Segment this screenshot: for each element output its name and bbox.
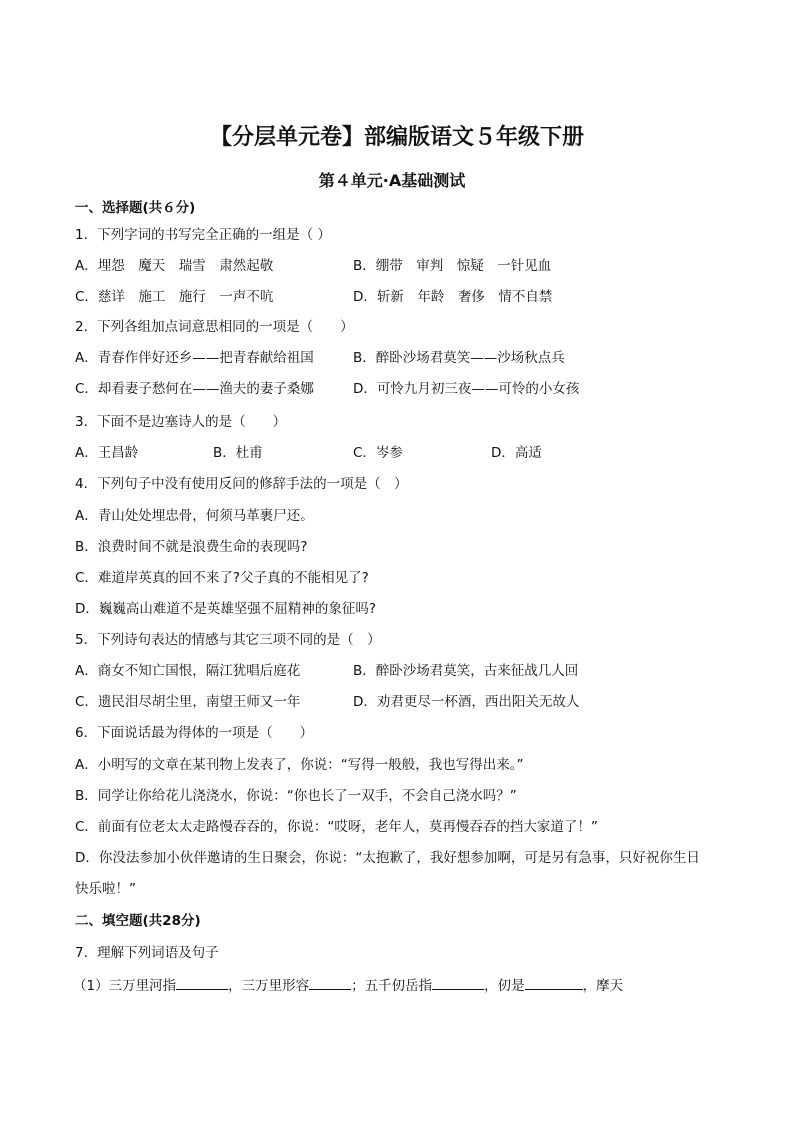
question-5-stem: 5．下列诗句表达的情感与其它三项不同的是（ ） <box>75 632 381 648</box>
q3-option-c: C．岑参 <box>353 445 403 461</box>
q7-text: ；五千仞岳指 <box>351 978 433 994</box>
q2-option-c: C．却看妻子愁何在——渔夫的妻子桑娜 <box>75 381 314 397</box>
q7-text: ，摩天 <box>582 978 624 994</box>
answer-blank[interactable] <box>309 975 351 990</box>
q5-option-d: D．劝君更尽一杯酒，西出阳关无故人 <box>353 694 580 710</box>
q2-option-b: B．醉卧沙场君莫笑——沙场秋点兵 <box>353 350 565 366</box>
document-title <box>0 120 794 151</box>
q7-part-1 <box>73 975 623 995</box>
q6-option-a: A．小明写的文章在某刊物上发表了，你说：“写得一般般，我也写得出来。” <box>75 757 524 773</box>
q3-option-d: D．高适 <box>491 445 542 461</box>
section-heading-choice: 一、选择题(共６分) <box>75 200 196 216</box>
q4-option-b: B．浪费时间不就是浪费生命的表现吗? <box>75 539 308 555</box>
q7-text: ，仞是 <box>484 978 525 994</box>
question-2-stem: 2．下列各组加点词意思相同的一项是（ ） <box>75 319 354 335</box>
q3-option-b: B．杜甫 <box>213 445 263 461</box>
q5-option-c: C．遗民泪尽胡尘里，南望王师又一年 <box>75 694 301 710</box>
title-text: 【分层单元卷】部编版语文５年级下册 <box>209 125 584 150</box>
q3-option-a: A．王昌龄 <box>75 445 139 461</box>
q1-option-c: C．慈详 施工 施行 一声不吭 <box>75 289 274 305</box>
q7-text: ，三万里形容 <box>228 978 310 994</box>
q4-option-d: D．巍巍高山难道不是英雄坚强不屈精神的象征吗? <box>75 601 377 617</box>
document-subtitle <box>0 168 794 191</box>
question-1-stem: 1．下列字词的书写完全正确的一组是（ ） <box>75 227 331 243</box>
answer-blank[interactable] <box>176 975 228 990</box>
q5-option-a: A．商女不知亡国恨，隔江犹唱后庭花 <box>75 663 301 679</box>
question-7-stem: 7．理解下列词语及句子 <box>75 945 219 961</box>
q1-option-a: A．埋怨 魔天 瑞雪 肃然起敬 <box>75 258 274 274</box>
q2-option-a: A．青春作伴好还乡——把青春献给祖国 <box>75 350 314 366</box>
q6-option-d: D．你没法参加小伙伴邀请的生日聚会，你说：“太抱歉了，我好想参加啊，可是另有急事，只好祝你生日 <box>75 850 700 866</box>
answer-blank[interactable] <box>432 975 484 990</box>
q4-option-a: A．青山处处埋忠骨，何须马革裹尸还。 <box>75 508 314 524</box>
q6-option-b: B．同学让你给花儿浇浇水，你说：“你也长了一双手，不会自己浇水吗？” <box>75 788 517 804</box>
q7-text: （1）三万里河指 <box>73 978 177 994</box>
answer-blank[interactable] <box>525 975 583 990</box>
q6-option-d-continued: 快乐啦！” <box>75 881 136 897</box>
q5-option-b: B．醉卧沙场君莫笑，古来征战几人回 <box>353 663 579 679</box>
q4-option-c: C．难道岸英真的回不来了?父子真的不能相见了? <box>75 570 369 586</box>
question-3-stem: 3．下面不是边塞诗人的是（ ） <box>75 414 287 430</box>
section-heading-fill-in: 二、填空题(共28分) <box>75 913 201 929</box>
q1-option-b: B．绷带 审判 惊疑 一针见血 <box>353 258 552 274</box>
subtitle-text: 第４单元·A基础测试 <box>318 171 466 190</box>
q6-option-c: C．前面有位老太太走路慢吞吞的，你说：“哎呀，老年人，莫再慢吞吞的挡大家道了！” <box>75 819 598 835</box>
q2-option-d: D．可怜九月初三夜——可怜的小女孩 <box>353 381 580 397</box>
question-4-stem: 4．下列句子中没有使用反问的修辞手法的一项是（ ） <box>75 476 408 492</box>
q1-option-d: D．斩新 年龄 奢侈 情不自禁 <box>353 289 553 305</box>
question-6-stem: 6．下面说话最为得体的一项是（ ） <box>75 725 314 741</box>
